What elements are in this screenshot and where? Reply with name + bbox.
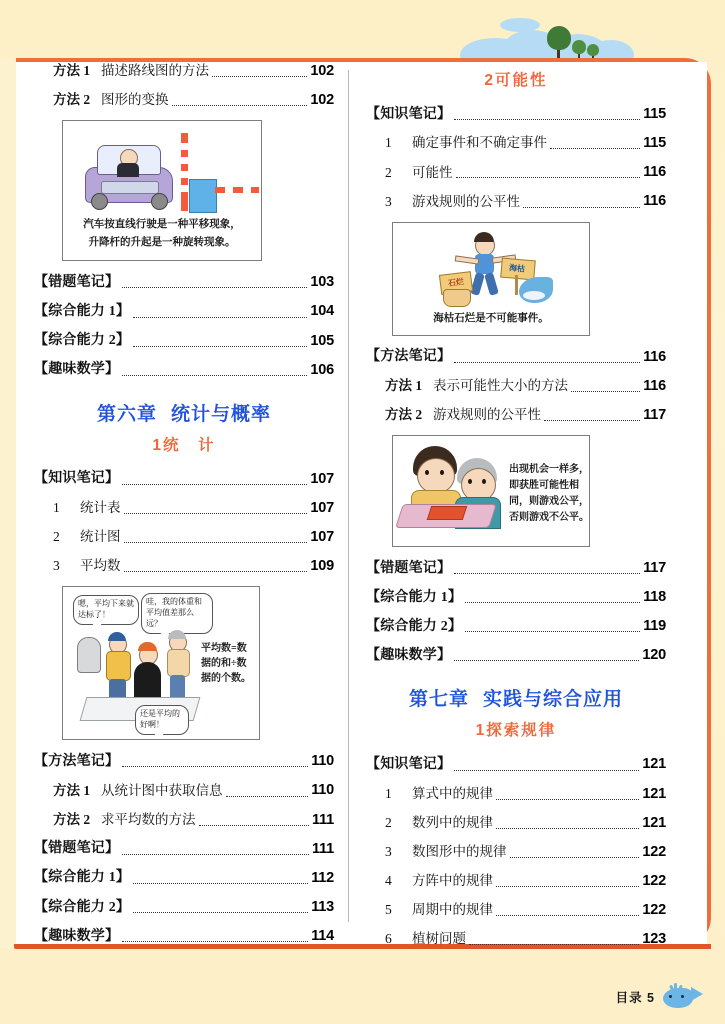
toc-row-item[interactable] <box>366 192 666 210</box>
page-number: 116 <box>643 377 666 394</box>
boy2-eye-icon <box>482 479 486 484</box>
cards-icon <box>427 506 468 520</box>
toc-row-note[interactable] <box>366 559 666 577</box>
toc-row-method[interactable] <box>34 811 334 829</box>
toc-row-note[interactable] <box>366 617 666 635</box>
car-gate-illustration <box>62 120 262 261</box>
fair-game-text-line3: 同，则游戏公平， <box>509 495 589 507</box>
page-number: 116 <box>643 348 666 365</box>
toc-row-item[interactable] <box>366 814 666 832</box>
rock-icon <box>443 289 471 307</box>
toc-columns <box>14 58 711 948</box>
boy1-eye-icon <box>440 470 444 475</box>
item-number: 1 <box>385 135 392 151</box>
entry-label: 【趣味数学】 <box>366 647 452 663</box>
page-number: 110 <box>311 782 334 799</box>
whale-belly-icon <box>523 291 545 300</box>
section-title: 探索规律 <box>486 722 557 740</box>
toc-row-note[interactable] <box>34 273 334 291</box>
entry-label: 【综合能力 2】 <box>366 618 463 634</box>
toc-row-note[interactable] <box>366 588 666 606</box>
page-number: 120 <box>642 647 666 664</box>
entry-label: 描述路线图的方法 <box>101 63 209 79</box>
toc-row-note[interactable] <box>366 646 666 664</box>
toc-row-item[interactable] <box>34 528 334 546</box>
gate-arm-icon <box>215 187 259 193</box>
entry-label: 游戏规则的公平性 <box>412 193 520 209</box>
entry-label: 统计图 <box>80 529 121 545</box>
entry-label: 【方法笔记】 <box>34 753 120 769</box>
fair-game-text-line2: 即获胜可能性相 <box>509 479 579 491</box>
toc-row-item[interactable] <box>34 557 334 575</box>
page-number: 102 <box>310 63 334 79</box>
toc-row-note[interactable] <box>366 348 666 366</box>
section-number: 2 <box>484 72 496 89</box>
entry-label: 求平均数的方法 <box>101 811 196 827</box>
boy1-head-icon <box>417 458 455 494</box>
leader-dots <box>454 770 639 771</box>
leader-dots <box>465 631 640 632</box>
entry-label: 方阵中的规律 <box>412 873 493 889</box>
driver-body-icon <box>117 163 139 177</box>
entry-label: 【方法笔记】 <box>366 349 452 365</box>
leader-dots <box>465 602 640 603</box>
sign-post-icon <box>515 275 518 295</box>
leader-dots <box>133 317 307 318</box>
page-number: 109 <box>310 558 334 575</box>
entry-label: 图形的变换 <box>101 92 169 108</box>
page-number: 105 <box>310 332 334 349</box>
page-number: 107 <box>310 499 334 516</box>
entry-label: 【错题笔记】 <box>34 274 120 290</box>
chapter-title: 实践与综合应用 <box>483 689 624 711</box>
leader-dots <box>496 799 639 800</box>
gate-stripe <box>243 187 251 193</box>
entry-label: 【综合能力 1】 <box>366 589 463 605</box>
illustration-caption-line1: 汽车按直线行驶是一种平移现象， <box>83 219 241 231</box>
person-hair-icon <box>138 642 157 651</box>
whale-eye <box>669 995 672 998</box>
whale-spout <box>674 983 677 990</box>
average-weight-illustration <box>62 586 260 740</box>
toc-row-note[interactable] <box>34 752 334 770</box>
sign-right-label: 海枯 <box>508 262 526 274</box>
entry-label: 【综合能力 2】 <box>34 333 131 349</box>
page-number: 122 <box>642 872 666 889</box>
boy-hair-icon <box>474 232 494 242</box>
person-body-icon <box>167 649 190 677</box>
item-number: 3 <box>385 844 392 859</box>
page-number: 121 <box>642 814 666 831</box>
leader-dots <box>550 148 640 149</box>
page-number: 123 <box>642 931 666 948</box>
leader-dots <box>122 854 309 855</box>
entry-label: 确定事件和不确定事件 <box>412 135 547 151</box>
toc-row-note[interactable] <box>34 898 334 916</box>
whale-tail <box>691 987 703 1001</box>
chapter-heading-6 <box>34 399 334 426</box>
page-number: 121 <box>642 756 666 773</box>
tree-icon <box>547 26 571 50</box>
leader-dots <box>122 766 308 767</box>
page-number: 107 <box>310 529 334 545</box>
item-number: 1 <box>385 785 392 801</box>
item-number: 1 <box>53 500 60 516</box>
leader-dots <box>122 941 308 942</box>
entry-label: 【知识笔记】 <box>366 757 452 772</box>
page-number: 113 <box>311 898 334 915</box>
illustration-caption: 海枯石烂是不可能事件。 <box>433 312 549 324</box>
toc-row-note[interactable] <box>34 302 334 320</box>
leader-dots <box>122 375 307 376</box>
entry-label: 统计表 <box>80 500 121 516</box>
toc-row-item[interactable] <box>366 134 666 152</box>
entry-label: 植树问题 <box>412 931 466 947</box>
page-number: 119 <box>643 618 666 635</box>
leader-dots <box>454 660 639 661</box>
leader-dots <box>571 391 640 392</box>
toc-row-item[interactable] <box>366 843 666 861</box>
method-tag: 方法 1 <box>53 782 91 798</box>
entry-label: 【错题笔记】 <box>34 841 120 857</box>
entry-label: 算式中的规律 <box>412 785 493 801</box>
leader-dots <box>496 886 639 887</box>
gate-stripe <box>225 187 233 193</box>
page-number: 114 <box>311 928 334 944</box>
tree-icon <box>572 40 586 54</box>
toc-row-note[interactable] <box>366 755 666 773</box>
page-number: 116 <box>643 164 666 181</box>
chapter-number: 第七章 <box>408 689 469 711</box>
toc-row-note[interactable] <box>366 105 666 123</box>
page-number: 117 <box>643 406 666 423</box>
leader-dots <box>510 857 640 858</box>
speech-bubble-3: 还是平均的好啊！ <box>135 705 189 735</box>
toc-row-item[interactable] <box>366 163 666 181</box>
page-number: 112 <box>311 869 334 886</box>
page-number: 115 <box>643 135 666 152</box>
toc-row-method[interactable] <box>366 377 666 395</box>
page-number: 118 <box>643 589 666 605</box>
fair-game-text-line4: 否则游戏不公平。 <box>509 511 589 523</box>
page-number: 121 <box>642 785 666 802</box>
page-number: 117 <box>643 559 666 576</box>
entry-label: 【知识笔记】 <box>366 106 452 122</box>
tree-icon <box>587 44 599 56</box>
item-number: 3 <box>53 558 60 574</box>
leader-dots <box>454 362 640 363</box>
toc-row-note[interactable] <box>34 869 334 887</box>
leader-dots <box>212 76 307 77</box>
entry-label: 【综合能力 1】 <box>34 304 131 319</box>
sign-left-label: 石烂 <box>447 276 465 288</box>
toc-row-note[interactable] <box>34 332 334 350</box>
whale-eye <box>681 995 684 998</box>
left-column <box>34 62 334 956</box>
gate-control-box-icon <box>189 179 217 213</box>
entry-label: 数图形中的规律 <box>412 844 507 859</box>
leader-dots <box>496 915 639 916</box>
section-heading-patterns <box>366 718 666 740</box>
page-number: 104 <box>310 303 334 320</box>
section-number: 1 <box>152 436 164 454</box>
person-body-icon <box>106 651 131 681</box>
method-tag: 方法 1 <box>53 63 91 79</box>
page-number: 122 <box>642 902 666 918</box>
toc-row-note[interactable] <box>34 840 334 858</box>
page-number: 106 <box>310 361 334 378</box>
leader-dots <box>124 571 308 572</box>
footer-label: 目录 5 <box>615 991 655 1005</box>
toc-row-item[interactable] <box>366 785 666 803</box>
whale-icon <box>661 984 703 1010</box>
item-number: 4 <box>385 873 392 889</box>
entry-label: 周期中的规律 <box>412 902 493 918</box>
gate-stripe <box>181 157 188 164</box>
toc-row-method[interactable] <box>366 406 666 424</box>
fair-game-illustration <box>392 435 590 547</box>
speech-bubble-1: 嗯，平均下来就达标了！ <box>73 595 139 625</box>
sky-decoration <box>0 0 725 66</box>
entry-label: 表示可能性大小的方法 <box>433 377 568 393</box>
scale-icon <box>77 637 101 673</box>
boy1-eye-icon <box>425 470 429 475</box>
section-number: 1 <box>475 722 487 740</box>
car-grill-icon <box>101 181 159 194</box>
person-hair-icon <box>168 630 186 639</box>
leader-dots <box>122 287 307 288</box>
gate-stripe <box>181 143 188 150</box>
leader-dots <box>172 105 308 106</box>
toc-row-method[interactable] <box>34 62 334 80</box>
page-number: 107 <box>310 470 334 487</box>
chapter-title: 统计与概率 <box>171 403 272 425</box>
right-column <box>366 62 666 959</box>
toc-row-method[interactable] <box>34 91 334 109</box>
gate-stripe <box>181 185 188 192</box>
entry-label: 【错题笔记】 <box>366 560 452 576</box>
leader-dots <box>133 883 308 884</box>
fair-game-text-line1: 出现机会一样多， <box>509 463 589 475</box>
page-number: 122 <box>642 843 666 860</box>
car-wheel-icon <box>91 193 108 210</box>
page-number: 116 <box>643 193 666 210</box>
page-number: 111 <box>312 840 334 857</box>
toc-row-item[interactable] <box>366 872 666 890</box>
entry-label: 【综合能力 1】 <box>34 870 131 886</box>
leader-dots <box>124 513 308 514</box>
gate-stripe <box>181 171 188 178</box>
item-number: 2 <box>385 814 392 830</box>
leader-dots <box>454 119 640 120</box>
toc-row-item[interactable] <box>34 499 334 517</box>
page-number: 115 <box>643 106 666 122</box>
toc-row-item[interactable] <box>366 901 666 919</box>
leader-dots <box>454 573 640 574</box>
entry-label: 【趣味数学】 <box>34 362 120 378</box>
section-heading-probability <box>366 68 666 90</box>
leader-dots <box>456 177 641 178</box>
entry-label: 平均数 <box>80 558 121 574</box>
leader-dots <box>226 796 309 797</box>
entry-label: 可能性 <box>412 164 453 180</box>
illustration-caption-line2: 升降杆的升起是一种旋转现象。 <box>88 237 236 249</box>
column-divider <box>348 70 349 922</box>
formula-text: 平均数=数据的和÷数据的个数。 <box>201 643 251 685</box>
item-number: 3 <box>385 193 392 209</box>
entry-label: 【综合能力 2】 <box>34 899 131 915</box>
person-hair-icon <box>108 632 126 641</box>
entry-label: 【知识笔记】 <box>34 471 120 487</box>
item-number: 5 <box>385 902 392 918</box>
leader-dots <box>469 944 639 945</box>
page-number: 111 <box>312 811 334 828</box>
chapter-number: 第六章 <box>96 403 157 425</box>
leader-dots <box>133 346 307 347</box>
leader-dots <box>544 420 640 421</box>
item-number: 2 <box>385 164 392 180</box>
page-footer <box>616 984 703 1010</box>
section-heading-statistics <box>34 433 334 455</box>
page-number: 103 <box>310 274 334 291</box>
toc-row-note[interactable] <box>34 470 334 488</box>
toc-row-method[interactable] <box>34 781 334 799</box>
section-title: 可能性 <box>495 72 548 89</box>
entry-label: 数列中的规律 <box>412 814 493 830</box>
entry-label: 从统计图中获取信息 <box>101 782 223 798</box>
entry-label: 【趣味数学】 <box>34 928 120 944</box>
boy2-eye-icon <box>468 479 472 484</box>
toc-row-note[interactable] <box>34 361 334 379</box>
leader-dots <box>122 484 307 485</box>
page-number: 110 <box>311 753 334 770</box>
whale-body <box>663 988 693 1008</box>
leader-dots <box>523 207 640 208</box>
section-title: 统 计 <box>163 436 216 454</box>
page-number: 102 <box>310 92 334 109</box>
leader-dots <box>496 828 639 829</box>
method-tag: 方法 1 <box>385 377 423 393</box>
impossible-event-illustration <box>392 222 590 336</box>
speech-bubble-2: 哇，我的体重和平均值差那么远？ <box>141 593 213 633</box>
item-number: 6 <box>385 931 392 947</box>
toc-row-item[interactable] <box>366 930 666 948</box>
method-tag: 方法 2 <box>53 92 91 108</box>
item-number: 2 <box>53 529 60 545</box>
boy-legs-icon <box>484 272 499 296</box>
toc-row-note[interactable] <box>34 927 334 945</box>
leader-dots <box>133 912 308 913</box>
boy-legs-icon <box>470 272 485 296</box>
leader-dots <box>124 542 308 543</box>
leader-dots <box>199 825 310 826</box>
entry-label: 游戏规则的公平性 <box>433 407 541 422</box>
method-tag: 方法 2 <box>53 811 91 827</box>
method-tag: 方法 2 <box>385 407 423 422</box>
chapter-heading-7 <box>366 684 666 711</box>
car-wheel-icon <box>151 193 168 210</box>
